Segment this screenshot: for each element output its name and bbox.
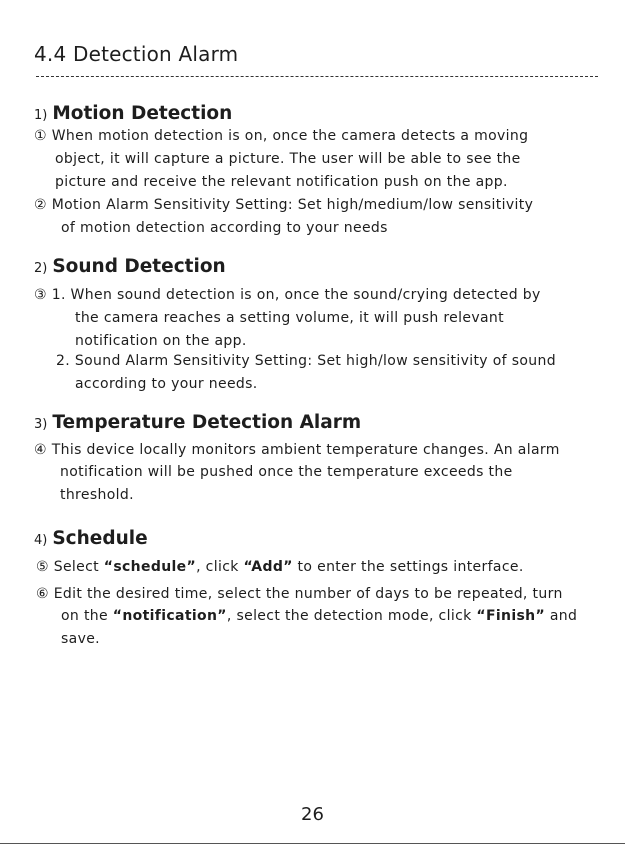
- paragraph-line: save.: [61, 631, 100, 647]
- section-title: Schedule: [52, 528, 148, 549]
- paragraph-line: [61, 608, 577, 624]
- emphasis-notification: “notification”: [112, 608, 227, 624]
- section-number: 2): [34, 261, 48, 276]
- page-bottom-edge: [0, 843, 625, 844]
- text-run: to enter the settings interface.: [292, 559, 524, 575]
- section-number: 1): [34, 108, 48, 123]
- emphasis-finish: “Finish”: [476, 608, 546, 624]
- paragraph-line: object, it will capture a picture. The user will be able to see the: [55, 151, 521, 167]
- paragraph-line: notification will be pushed once the temperature exceeds the: [60, 464, 513, 480]
- paragraph-line: threshold.: [60, 487, 134, 503]
- paragraph-line: ③ 1. When sound detection is on, once the sound/crying detected by: [34, 287, 541, 303]
- page-title: 4.4 Detection Alarm: [34, 42, 239, 66]
- paragraph-line: ① When motion detection is on, once the camera detects a moving: [34, 128, 529, 144]
- paragraph-line: notification on the app.: [75, 333, 247, 349]
- section-title: Sound Detection: [52, 256, 226, 277]
- section-title: Motion Detection: [52, 103, 233, 124]
- section-number: 4): [34, 533, 48, 548]
- title-divider: [36, 76, 598, 77]
- paragraph-line: 2. Sound Alarm Sensitivity Setting: Set high/low sensitivity of sound: [56, 353, 556, 369]
- text-run: and: [545, 608, 578, 624]
- text-run: , click: [196, 559, 244, 575]
- section-title: Temperature Detection Alarm: [52, 412, 362, 433]
- page-number: 26: [301, 804, 324, 825]
- emphasis-schedule: “schedule”: [103, 559, 197, 575]
- text-run: on the: [61, 608, 113, 624]
- section-heading-motion: [34, 103, 232, 124]
- paragraph-line: the camera reaches a setting volume, it will push relevant: [75, 310, 504, 326]
- text-run: , select the detection mode, click: [226, 608, 477, 624]
- section-heading-schedule: [34, 528, 148, 549]
- section-heading-temperature: [34, 412, 361, 433]
- section-heading-sound: [34, 256, 226, 277]
- paragraph-line: of motion detection according to your needs: [61, 220, 388, 236]
- section-number: 3): [34, 417, 48, 432]
- paragraph-line: according to your needs.: [75, 376, 258, 392]
- emphasis-add: “Add”: [243, 559, 293, 575]
- paragraph-line: ④ This device locally monitors ambient temperature changes. An alarm: [34, 442, 560, 458]
- paragraph-line: picture and receive the relevant notification push on the app.: [55, 174, 508, 190]
- paragraph-line: ⑥ Edit the desired time, select the number of days to be repeated, turn: [36, 586, 563, 602]
- paragraph-line: [36, 559, 524, 575]
- text-run: ⑤ Select: [36, 559, 104, 575]
- paragraph-line: ② Motion Alarm Sensitivity Setting: Set high/medium/low sensitivity: [34, 197, 534, 213]
